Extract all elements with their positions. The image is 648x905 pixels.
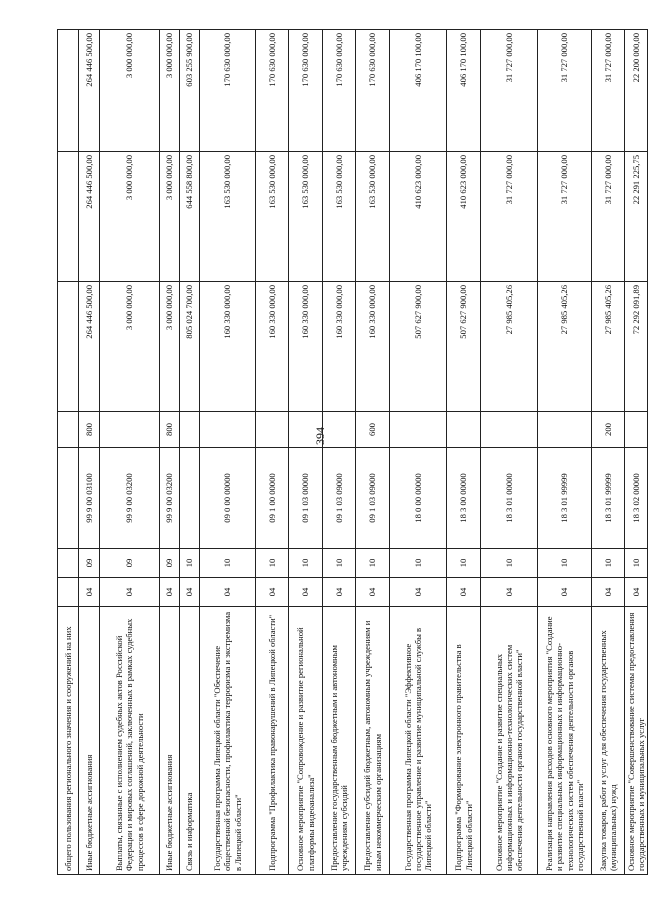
cell-amount-2: 410 623 000,00 [447, 152, 481, 282]
cell-target-article: 99 9 00 03200 [160, 448, 180, 549]
cell-expense-type: 800 [79, 412, 100, 448]
cell-section: 04 [538, 578, 592, 607]
cell-target-article: 09 0 00 00000 [200, 448, 256, 549]
cell-section: 04 [447, 578, 481, 607]
cell-expense-type [180, 412, 200, 448]
cell-name: Выплаты, связанные с исполнением судебных актов Российской Федерации и мировых соглашений, заключенных в рамках судебных процессов в сфере дорожной деятельности [100, 607, 160, 875]
cell-amount-3: 406 170 100,00 [447, 30, 481, 152]
cell-amount-2: 264 446 500,00 [79, 152, 100, 282]
cell-expense-type [289, 412, 323, 448]
cell-amount-1: 3 000 000,00 [160, 282, 180, 412]
cell-amount-1 [58, 282, 79, 412]
cell-expense-type: 200 [592, 412, 625, 448]
cell-target-article [58, 448, 79, 549]
budget-table [57, 29, 648, 875]
cell-section: 04 [160, 578, 180, 607]
cell-subsection: 10 [481, 549, 538, 578]
budget-table-frame [57, 30, 647, 875]
cell-target-article: 18 3 02 00000 [625, 448, 648, 549]
cell-amount-1: 27 985 405,26 [538, 282, 592, 412]
cell-amount-1: 3 000 000,00 [100, 282, 160, 412]
table-row [447, 30, 481, 875]
cell-amount-1: 160 330 000,00 [289, 282, 323, 412]
cell-subsection: 10 [356, 549, 390, 578]
cell-amount-3: 170 630 000,00 [289, 30, 323, 152]
cell-amount-2: 163 530 000,00 [200, 152, 256, 282]
cell-amount-3: 264 446 500,00 [79, 30, 100, 152]
table-row [256, 30, 289, 875]
cell-amount-2: 31 727 000,00 [538, 152, 592, 282]
cell-name: Закупка товаров, работ и услуг для обеспечения государственных (муниципальных) нужд [592, 607, 625, 875]
cell-amount-1: 160 330 000,00 [323, 282, 356, 412]
cell-section: 04 [180, 578, 200, 607]
cell-expense-type: 600 [356, 412, 390, 448]
cell-section: 04 [625, 578, 648, 607]
table-row [180, 30, 200, 875]
cell-section: 04 [79, 578, 100, 607]
cell-subsection: 09 [100, 549, 160, 578]
cell-name: Основное мероприятие "Совершенствование системы предоставления государственных и муниципальных услуг [625, 607, 648, 875]
cell-amount-2: 163 530 000,00 [289, 152, 323, 282]
table-body [58, 30, 648, 875]
cell-name: Предоставление субсидий бюджетным, автономным учреждениям и иным некоммерческим организациям [356, 607, 390, 875]
cell-section: 04 [481, 578, 538, 607]
cell-name: Предоставление государственным бюджетным и автономным учреждениям субсидий [323, 607, 356, 875]
cell-amount-3: 170 630 000,00 [256, 30, 289, 152]
cell-name: Подпрограмма "Профилактика правонарушений в Липецкой области" [256, 607, 289, 875]
cell-amount-3 [58, 30, 79, 152]
cell-name: Основное мероприятие "Создание и развитие специальных информационных и информационно-технологических систем обеспечения деятельности органов государственной власти" [481, 607, 538, 875]
cell-subsection: 10 [625, 549, 648, 578]
cell-target-article: 99 9 00 03100 [79, 448, 100, 549]
cell-amount-3: 170 630 000,00 [200, 30, 256, 152]
cell-subsection: 10 [256, 549, 289, 578]
table-row [200, 30, 256, 875]
cell-section: 04 [592, 578, 625, 607]
cell-amount-1: 507 627 900,00 [447, 282, 481, 412]
cell-target-article: 18 0 00 00000 [390, 448, 447, 549]
cell-expense-type [481, 412, 538, 448]
cell-amount-1: 27 985 405,26 [481, 282, 538, 412]
cell-target-article: 99 9 00 03200 [100, 448, 160, 549]
cell-amount-3: 170 630 000,00 [356, 30, 390, 152]
table-row [625, 30, 648, 875]
cell-name: общего пользования регионального значения и сооружений на них [58, 607, 79, 875]
table-row [100, 30, 160, 875]
cell-amount-1: 507 627 900,00 [390, 282, 447, 412]
cell-amount-3: 3 000 000,00 [160, 30, 180, 152]
cell-name: Государственная программа Липецкой области "Эффективное государственное управление и развитие муниципальной службы в Липецкой области" [390, 607, 447, 875]
cell-amount-2: 3 000 000,00 [100, 152, 160, 282]
cell-amount-3: 31 727 000,00 [592, 30, 625, 152]
cell-amount-2: 3 000 000,00 [160, 152, 180, 282]
cell-amount-3: 31 727 000,00 [538, 30, 592, 152]
budget-table-rotator [57, 30, 647, 875]
table-row [481, 30, 538, 875]
cell-target-article: 09 1 03 00000 [289, 448, 323, 549]
cell-expense-type [100, 412, 160, 448]
cell-amount-2: 644 558 800,00 [180, 152, 200, 282]
cell-amount-2 [58, 152, 79, 282]
cell-amount-2: 410 623 000,00 [390, 152, 447, 282]
cell-amount-3: 170 630 000,00 [323, 30, 356, 152]
cell-section: 04 [200, 578, 256, 607]
cell-target-article: 09 1 00 00000 [256, 448, 289, 549]
cell-subsection: 10 [200, 549, 256, 578]
cell-subsection: 10 [323, 549, 356, 578]
cell-subsection: 09 [79, 549, 100, 578]
cell-section: 04 [390, 578, 447, 607]
cell-section: 04 [289, 578, 323, 607]
cell-expense-type [625, 412, 648, 448]
cell-subsection [58, 549, 79, 578]
cell-amount-2: 163 530 000,00 [256, 152, 289, 282]
cell-amount-1: 72 292 091,89 [625, 282, 648, 412]
table-row [58, 30, 79, 875]
cell-subsection: 10 [447, 549, 481, 578]
cell-subsection: 09 [160, 549, 180, 578]
cell-target-article: 18 3 01 99999 [592, 448, 625, 549]
cell-section: 04 [323, 578, 356, 607]
cell-subsection: 10 [390, 549, 447, 578]
cell-amount-1: 160 330 000,00 [200, 282, 256, 412]
cell-subsection: 10 [289, 549, 323, 578]
cell-amount-3: 406 170 100,00 [390, 30, 447, 152]
cell-amount-3: 603 255 900,00 [180, 30, 200, 152]
cell-subsection: 10 [592, 549, 625, 578]
cell-amount-3: 22 200 000,00 [625, 30, 648, 152]
cell-amount-2: 31 727 000,00 [592, 152, 625, 282]
cell-expense-type [200, 412, 256, 448]
cell-amount-1: 160 330 000,00 [256, 282, 289, 412]
cell-section: 04 [256, 578, 289, 607]
page-number: 394 [313, 427, 327, 445]
table-row [289, 30, 323, 875]
cell-amount-3: 3 000 000,00 [100, 30, 160, 152]
cell-name: Иные бюджетные ассигнования [160, 607, 180, 875]
cell-amount-1: 27 985 405,26 [592, 282, 625, 412]
cell-target-article: 09 1 03 09000 [356, 448, 390, 549]
table-row [538, 30, 592, 875]
cell-section: 04 [356, 578, 390, 607]
cell-amount-2: 163 530 000,00 [356, 152, 390, 282]
cell-name: Иные бюджетные ассигнования [79, 607, 100, 875]
cell-expense-type [447, 412, 481, 448]
cell-expense-type [58, 412, 79, 448]
cell-target-article: 09 1 03 09000 [323, 448, 356, 549]
cell-expense-type [256, 412, 289, 448]
cell-amount-1: 805 024 700,00 [180, 282, 200, 412]
cell-target-article: 18 3 01 99999 [538, 448, 592, 549]
cell-target-article: 18 3 01 00000 [481, 448, 538, 549]
cell-name: Реализация направления расходов основного мероприятия "Создание и развитие специальных информационных и информационно-технологических систем обеспечения деятельности органов государственной власти" [538, 607, 592, 875]
table-row [390, 30, 447, 875]
cell-amount-2: 22 291 225,75 [625, 152, 648, 282]
table-row [592, 30, 625, 875]
table-row [356, 30, 390, 875]
cell-target-article: 18 3 00 00000 [447, 448, 481, 549]
table-row [160, 30, 180, 875]
table-row [323, 30, 356, 875]
cell-section [58, 578, 79, 607]
cell-name: Подпрограмма "Формирование электронного правительства в Липецкой области" [447, 607, 481, 875]
cell-expense-type [538, 412, 592, 448]
cell-name: Государственная программа Липецкой области "Обеспечение общественной безопасности, профилактика терроризма и экстремизма в Липецкой области" [200, 607, 256, 875]
cell-expense-type [390, 412, 447, 448]
cell-subsection: 10 [538, 549, 592, 578]
cell-subsection: 10 [180, 549, 200, 578]
cell-name: Основное мероприятие "Сопровождение и развитие региональной платформы видеоанализа" [289, 607, 323, 875]
cell-name: Связь и информатика [180, 607, 200, 875]
cell-target-article [180, 448, 200, 549]
cell-amount-1: 160 330 000,00 [356, 282, 390, 412]
cell-amount-2: 31 727 000,00 [481, 152, 538, 282]
cell-expense-type [323, 412, 356, 448]
table-row [79, 30, 100, 875]
cell-section: 04 [100, 578, 160, 607]
cell-expense-type: 800 [160, 412, 180, 448]
cell-amount-3: 31 727 000,00 [481, 30, 538, 152]
cell-amount-2: 163 530 000,00 [323, 152, 356, 282]
cell-amount-1: 264 446 500,00 [79, 282, 100, 412]
